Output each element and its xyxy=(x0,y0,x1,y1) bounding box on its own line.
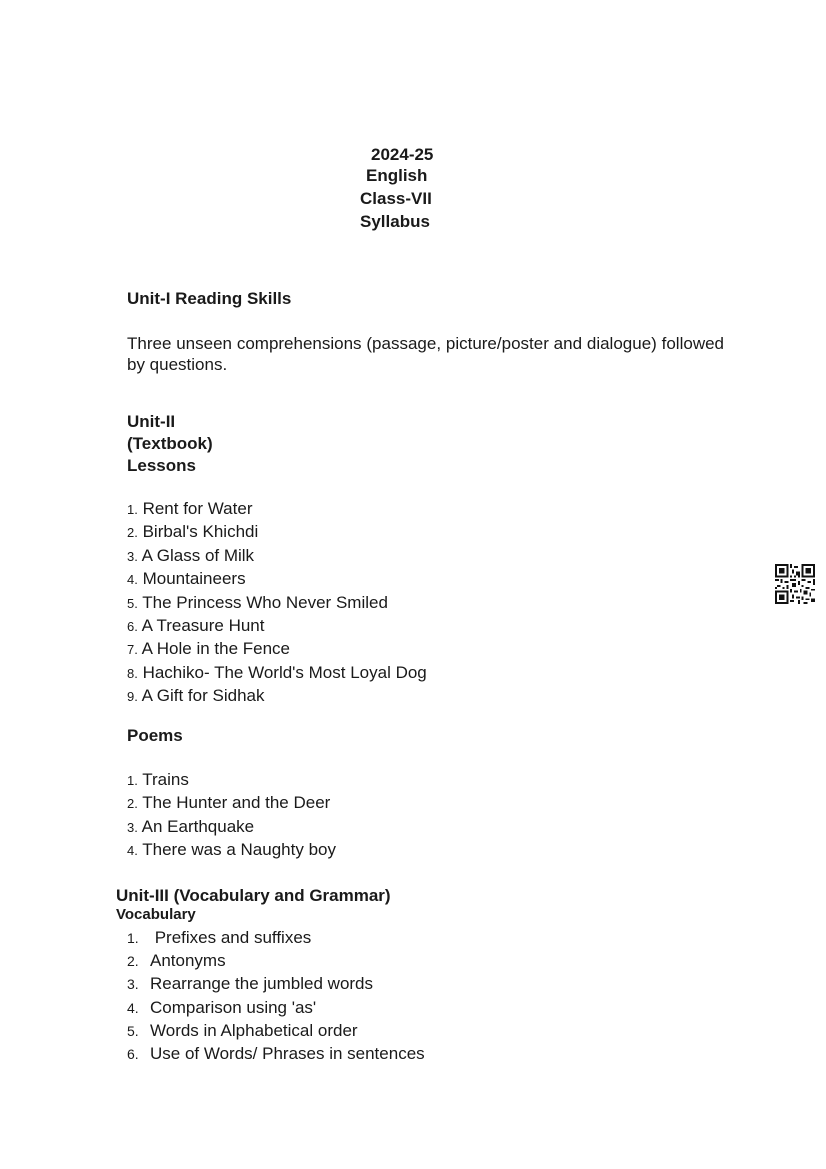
list-number: 2. xyxy=(127,796,138,812)
list-item xyxy=(127,996,425,1019)
list-text: Rearrange the jumbled words xyxy=(150,974,374,994)
list-item xyxy=(127,768,336,791)
list-item xyxy=(127,791,336,814)
list-number: 9. xyxy=(127,689,138,705)
qr-code-icon xyxy=(775,564,815,604)
unit1-description: Three unseen comprehensions (passage, picture/poster and dialogue) followed by questions. xyxy=(127,334,724,374)
header-year: 2024-25 xyxy=(371,145,434,164)
list-number: 1. xyxy=(127,502,138,517)
list-item xyxy=(127,567,427,590)
list-item xyxy=(127,815,336,838)
list-text: Antonyms xyxy=(150,951,226,971)
list-item xyxy=(127,637,427,660)
list-number: 3. xyxy=(127,976,139,993)
list-number: 4. xyxy=(127,843,138,859)
header-title: Syllabus xyxy=(360,212,430,231)
list-number: 5. xyxy=(127,595,138,611)
list-number: 4. xyxy=(127,999,139,1016)
list-number: 6. xyxy=(127,618,138,634)
unit2-subheading: (Textbook) xyxy=(127,434,213,453)
list-item xyxy=(127,544,427,567)
list-text: A Treasure Hunt xyxy=(141,615,265,635)
vocabulary-heading: Vocabulary xyxy=(116,906,196,923)
list-number: 8. xyxy=(127,665,138,681)
list-text: A Gift for Sidhak xyxy=(141,686,265,706)
list-text: Comparison using 'as' xyxy=(150,997,317,1017)
list-number: 6. xyxy=(127,1045,139,1062)
list-number: 1. xyxy=(127,773,138,788)
list-number: 4. xyxy=(127,572,138,588)
poems-heading: Poems xyxy=(127,726,183,745)
list-item xyxy=(127,591,427,614)
lessons-heading: Lessons xyxy=(127,456,196,475)
list-item xyxy=(127,497,427,520)
list-text: Birbal's Khichdi xyxy=(142,522,259,542)
list-text: The Princess Who Never Smiled xyxy=(142,592,388,612)
list-item xyxy=(127,520,427,543)
list-text: Rent for Water xyxy=(142,499,253,518)
list-text: Trains xyxy=(142,770,189,789)
list-item xyxy=(127,1042,425,1065)
list-text: An Earthquake xyxy=(141,816,255,836)
list-text: A Hole in the Fence xyxy=(141,639,291,659)
list-number: 3. xyxy=(127,819,138,835)
list-item xyxy=(127,838,336,861)
list-text: Use of Words/ Phrases in sentences xyxy=(150,1043,425,1063)
list-number: 2. xyxy=(127,525,138,541)
list-number: 5. xyxy=(127,1022,139,1039)
header-class: Class-VII xyxy=(360,189,432,208)
list-text: Mountaineers xyxy=(142,569,246,589)
header-subject: English xyxy=(366,166,428,185)
list-text: A Glass of Milk xyxy=(141,545,255,565)
list-item xyxy=(127,684,427,707)
list-text: Prefixes and suffixes xyxy=(150,928,312,947)
list-number: 3. xyxy=(127,548,138,564)
list-text: Words in Alphabetical order xyxy=(150,1020,358,1040)
list-text: Hachiko- The World's Most Loyal Dog xyxy=(142,662,427,682)
unit1-heading: Unit-I Reading Skills xyxy=(127,289,292,308)
list-item xyxy=(127,614,427,637)
lessons-list xyxy=(127,497,427,708)
list-text: There was a Naughty boy xyxy=(142,840,336,860)
list-item xyxy=(127,661,427,684)
list-item xyxy=(127,949,425,972)
list-item xyxy=(127,972,425,995)
list-number: 1. xyxy=(127,930,139,946)
poems-list xyxy=(127,768,336,862)
list-text: The Hunter and the Deer xyxy=(142,793,331,813)
list-number: 7. xyxy=(127,642,138,658)
list-number: 2. xyxy=(127,953,139,970)
unit2-heading: Unit-II xyxy=(127,412,176,431)
list-item xyxy=(127,1019,425,1042)
unit3-heading: Unit-III (Vocabulary and Grammar) xyxy=(116,886,391,905)
list-item xyxy=(127,926,425,949)
vocabulary-list xyxy=(127,926,425,1065)
